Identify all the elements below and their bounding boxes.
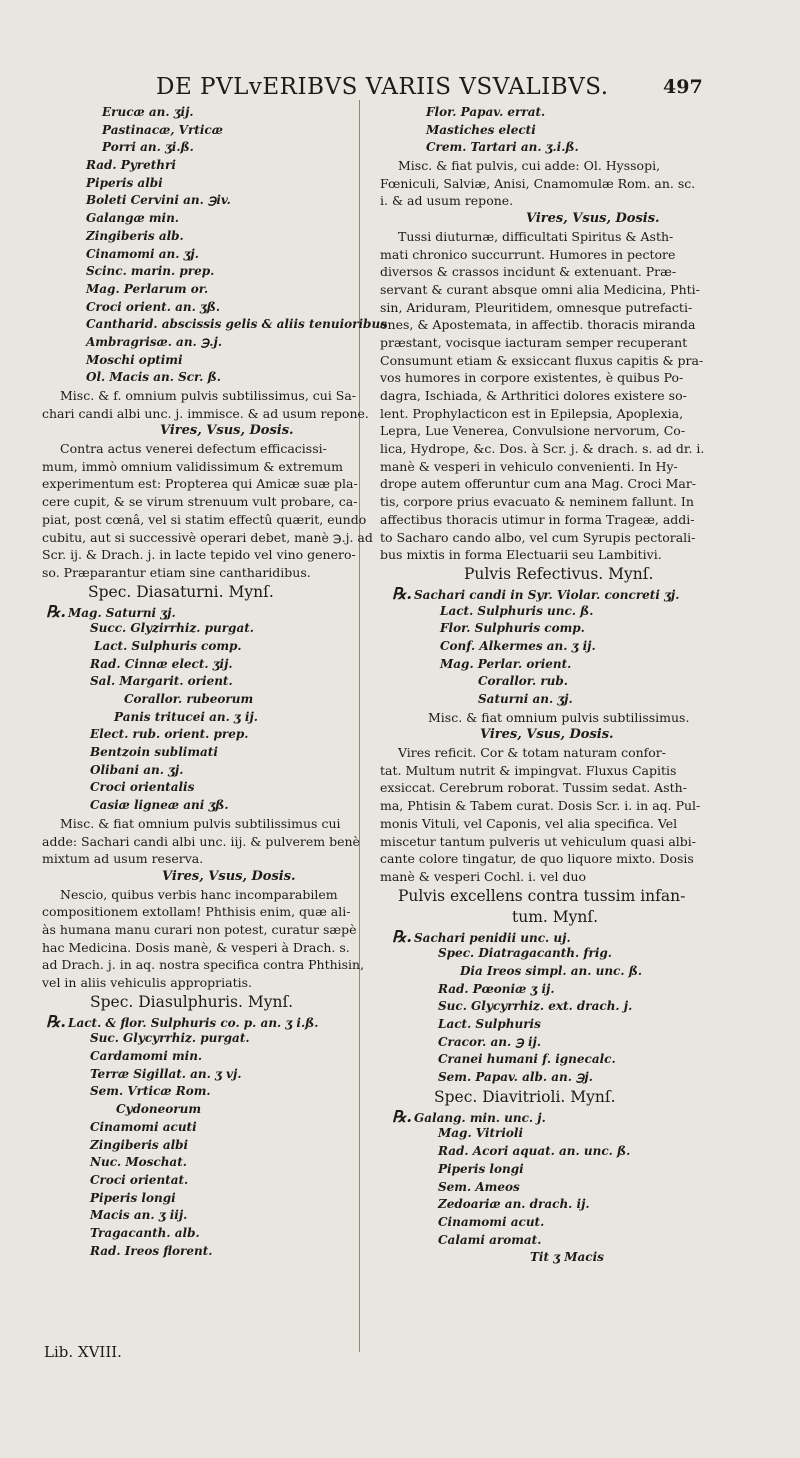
- ingredient-line: [42, 1137, 348, 1155]
- text-line: [380, 175, 772, 193]
- ingredient-line: [380, 1069, 772, 1087]
- line-text: Rad. Ireos florent.: [90, 1243, 213, 1258]
- ingredient-line: [380, 1249, 772, 1267]
- line-text: præstant, vocisque iacturam semper recuperant: [380, 334, 688, 350]
- ingredient-line: [380, 1179, 772, 1197]
- text-line: [380, 868, 772, 886]
- text-line: [380, 263, 772, 281]
- text-line: [380, 422, 772, 440]
- line-text: exsiccat. Cerebrum roborat. Tussim sedat. Asth-: [380, 780, 687, 796]
- page-number: 497: [663, 76, 703, 98]
- subheading: [380, 210, 772, 228]
- line-text: lent. Prophylacticon est in Epilepsia, Apoplexia,: [380, 405, 684, 421]
- line-text: Cinamomi acuti: [90, 1119, 197, 1134]
- ingredient-line: [380, 585, 772, 603]
- line-text: servant & curant absque omni alia Medicina, Phti-: [380, 281, 700, 297]
- line-text: Macis an. ʒ iij.: [90, 1208, 188, 1223]
- line-text: Zingiberis albi: [90, 1137, 189, 1152]
- line-text: Sem. Ameos: [438, 1179, 520, 1194]
- text-line: [42, 939, 348, 957]
- ingredient-line: [380, 1034, 772, 1052]
- text-line: [42, 387, 357, 405]
- ingredient-line: [42, 1172, 348, 1190]
- text-line: [42, 886, 348, 904]
- line-text: Mag. Perlar. orient.: [440, 656, 572, 671]
- line-text: Cinamomi acut.: [438, 1214, 545, 1229]
- ingredient-line: [42, 1048, 348, 1066]
- section-heading: [380, 886, 772, 907]
- ingredient-line: [42, 744, 348, 762]
- line-text: Zedoariæ an. drach. ij.: [438, 1197, 590, 1212]
- line-text: vos humores in corpore existentes, è quibus Po-: [380, 370, 684, 386]
- line-text: diversos & crassos incidunt & extenuant. Præ-: [380, 264, 677, 280]
- text-line: [42, 529, 373, 547]
- ingredient-line: [42, 1225, 348, 1243]
- ingredient-line: [42, 299, 348, 317]
- left-column: [42, 104, 387, 1260]
- line-text: Calami aromat.: [438, 1232, 542, 1247]
- line-text: Scr. ij. & Drach. j. in lacte tepido vel vino genero-: [42, 547, 356, 563]
- text-line: [380, 316, 772, 334]
- line-text: Vires, Vsus, Dosis.: [526, 211, 660, 227]
- ingredient-line: [380, 1214, 772, 1232]
- ingredient-line: [42, 369, 348, 387]
- line-text: Moschi optimi: [86, 352, 183, 367]
- text-line: [42, 921, 357, 939]
- ingredient-line: [42, 1243, 348, 1261]
- line-text: manè & vesperi Cochl. i. vel duo: [380, 868, 587, 884]
- text-line: [42, 440, 348, 458]
- ingredient-line: [42, 122, 348, 140]
- ingredient-line: [380, 122, 772, 140]
- subheading: [380, 726, 772, 744]
- line-text: Piperis longi: [438, 1161, 524, 1176]
- text-line: [42, 903, 351, 921]
- line-text: Porri an. ʒi.ß.: [102, 140, 194, 155]
- section-heading: [380, 1087, 772, 1108]
- recipe-symbol: ℞.: [46, 601, 66, 621]
- line-text: Ambragrisæ. an. ℈.j.: [86, 334, 222, 349]
- text-line: [42, 564, 348, 582]
- text-line: [42, 956, 365, 974]
- line-text: Rad. Pœoniæ ʒ ij.: [438, 981, 555, 996]
- line-text: Lact. & flor. Sulphuris co. p. an. ʒ i.ß.: [68, 1015, 319, 1030]
- ingredient-line: [42, 175, 348, 193]
- line-text: ad Drach. j. in aq. nostra specifica contra Phthisin,: [42, 957, 365, 973]
- line-text: Spec. Diatragacanth. frig.: [438, 946, 612, 961]
- ingredient-line: [42, 691, 348, 709]
- line-text: Sal. Margarit. orient.: [90, 674, 233, 689]
- text-line: [380, 281, 772, 299]
- line-text: compositionem extollam! Phthisis enim, quæ ali-: [42, 904, 351, 920]
- line-text: Mag. Perlarum or.: [86, 281, 209, 296]
- line-text: Piperis albi: [86, 175, 163, 190]
- ingredient-line: [42, 762, 348, 780]
- line-text: Pulvis excellens contra tussim infan-: [398, 886, 686, 905]
- text-line: [380, 546, 772, 564]
- line-text: Corallor. rub.: [478, 674, 568, 689]
- line-text: ma, Phtisin & Tabem curat. Dosis Scr. i. in aq. Pul-: [380, 798, 701, 814]
- text-line: [380, 369, 772, 387]
- line-text: Panis tritucei an. ʒ ij.: [114, 709, 258, 724]
- text-line: [42, 405, 369, 423]
- line-text: mum, immò omnium validissimum & extremum: [42, 458, 343, 474]
- line-text: Lact. Sulphuris unc. ß.: [440, 603, 594, 618]
- line-text: Lact. Sulphuris: [438, 1017, 541, 1031]
- text-line: [42, 833, 360, 851]
- line-text: Tussi diuturnæ, difficultati Spiritus & Asth-: [398, 228, 674, 244]
- line-text: Saturni an. ʒj.: [478, 692, 573, 706]
- line-text: Flor. Sulphuris comp.: [440, 621, 585, 636]
- line-text: tum. Mynſ.: [512, 907, 599, 926]
- ingredient-line: [380, 1125, 772, 1143]
- catchword: Lib. XVIII.: [44, 1343, 122, 1361]
- line-text: vel in aliis vehiculis appropriatis.: [42, 975, 253, 990]
- line-text: cubitu, aut si successivè operari debet, manè ℈.j. ad: [42, 529, 373, 545]
- line-text: Lact. Sulphuris comp.: [94, 638, 242, 653]
- text-line: [380, 779, 772, 797]
- line-text: so. Præparantur etiam sine cantharidibus.: [42, 564, 311, 580]
- ingredient-line: [42, 620, 348, 638]
- line-text: Boleti Cervini an. ℈iv.: [86, 193, 231, 208]
- line-text: Misc. & fiat pulvis, cui adde: Ol. Hyssopi,: [398, 158, 661, 174]
- section-heading: [380, 564, 772, 585]
- ingredient-line: [380, 620, 772, 638]
- text-line: [42, 850, 348, 868]
- line-text: hac Medicina. Dosis manè, & vesperi à Drach. s.: [42, 939, 350, 955]
- section-heading: [380, 907, 772, 928]
- text-line: [380, 405, 772, 423]
- recipe-symbol: ℞.: [392, 583, 412, 603]
- line-text: Vires, Vsus, Dosis.: [480, 727, 614, 743]
- ingredient-line: [380, 1051, 772, 1069]
- line-text: i. & ad usum repone.: [380, 193, 514, 209]
- subheading: [42, 422, 348, 440]
- line-text: Piperis longi: [90, 1190, 176, 1205]
- line-text: Mastiches electi: [426, 122, 536, 137]
- line-text: Nuc. Moschat.: [90, 1155, 187, 1170]
- line-text: Vires reficit. Cor & totam naturam confor-: [398, 745, 666, 761]
- ingredient-line: [42, 1190, 348, 1208]
- line-text: Sachari candi in Syr. Violar. concreti ʒj.: [414, 587, 680, 602]
- column-divider: [359, 100, 360, 1352]
- line-text: Scinc. marin. prep.: [86, 264, 215, 279]
- line-text: cante colore tingatur, de quo liquore mixto. Dosis: [380, 851, 694, 867]
- line-text: Spec. Diavitrioli. Mynſ.: [434, 1087, 616, 1106]
- line-text: Suc. Glycyrrhiz. ext. drach. j.: [438, 999, 633, 1014]
- ingredient-line: [380, 139, 772, 157]
- text-line: [380, 387, 772, 405]
- text-line: [380, 744, 772, 762]
- recipe-symbol: ℞.: [46, 1011, 66, 1031]
- running-head: DE PVLvERIBVS VARIIS VSVALIBVS.: [156, 74, 609, 100]
- line-text: Contra actus venerei defectum efficacissi-: [60, 441, 327, 457]
- line-text: affectibus thoracis utimur in forma Trageæ, addi-: [380, 511, 695, 527]
- line-text: Nescio, quibus verbis hanc incomparabilem: [60, 886, 338, 902]
- ingredient-line: [42, 797, 348, 815]
- line-text: monis Vituli, vel Caponis, vel alia specifica. Vel: [380, 815, 678, 831]
- line-text: Elect. rub. orient. prep.: [90, 727, 249, 742]
- section-heading: [42, 582, 348, 603]
- line-text: às humana manu curari non potest, curatur sæpè: [42, 921, 357, 937]
- line-text: dagra, Ischiada, & Arthritici dolores existere so-: [380, 388, 687, 403]
- recipe-symbol: ℞.: [392, 926, 412, 946]
- line-text: Tragacanth. alb.: [90, 1225, 200, 1240]
- ingredient-line: [42, 709, 348, 727]
- text-line: [380, 833, 772, 851]
- ingredient-line: [42, 228, 348, 246]
- subheading: [42, 868, 348, 886]
- ingredient-line: [42, 1101, 348, 1119]
- text-line: [380, 493, 772, 511]
- line-text: Ol. Macis an. Scr. ß.: [86, 370, 221, 385]
- line-text: cere cupit, & se virum strenuum vult probare, ca-: [42, 494, 358, 510]
- text-line: [42, 475, 358, 493]
- ingredient-line: [42, 263, 348, 281]
- line-text: tis, corpore prius evacuato & neminem fallunt. In: [380, 494, 694, 510]
- line-text: Succ. Glyzirrhiz. purgat.: [90, 621, 254, 636]
- line-text: to Sacharo cando albo, vel cum Syrupis pectorali-: [380, 529, 696, 545]
- ingredient-line: [380, 638, 772, 656]
- text-line: [380, 228, 772, 246]
- text-line: [42, 458, 348, 476]
- line-text: Misc. & fiat omnium pulvis subtilissimus.: [428, 709, 690, 725]
- text-line: [42, 546, 356, 564]
- line-text: Flor. Papav. errat.: [426, 105, 546, 119]
- ingredient-line: [42, 281, 348, 299]
- line-text: Rad. Pyrethri: [86, 158, 176, 173]
- ingredient-line: [380, 981, 772, 999]
- line-text: Suc. Glycyrrhiz. purgat.: [90, 1031, 250, 1046]
- line-text: Dia Ireos simpl. an. unc. ß.: [460, 963, 643, 978]
- line-text: Galang. min. unc. j.: [414, 1110, 546, 1125]
- line-text: chari candi albi unc. j. immisce. & ad usum repone.: [42, 405, 369, 421]
- ingredient-line: [380, 963, 772, 981]
- line-text: piat, post cœnâ, vel si statim effectû quærit, eundo: [42, 511, 367, 527]
- section-heading: [42, 992, 348, 1013]
- text-line: [380, 475, 772, 493]
- ingredient-line: [380, 928, 772, 946]
- ingredient-line: [42, 779, 348, 797]
- line-text: Croci orientalis: [90, 780, 195, 795]
- ingredient-line: [42, 1066, 348, 1084]
- line-text: Mag. Saturni ʒj.: [68, 605, 176, 620]
- ingredient-line: [42, 603, 348, 621]
- line-text: adde: Sachari candi albi unc. iij. & pulverem benè: [42, 833, 360, 849]
- line-text: Corallor. rubeorum: [124, 692, 254, 706]
- ingredient-line: [42, 673, 348, 691]
- line-text: Fœniculi, Salviæ, Anisi, Cnamomulæ Rom. an. sc.: [380, 175, 696, 191]
- line-text: Spec. Diasaturni. Mynſ.: [88, 582, 274, 601]
- line-text: Conf. Alkermes an. ʒ ij.: [440, 638, 596, 653]
- text-line: [42, 974, 348, 992]
- ingredient-line: [42, 246, 348, 264]
- text-line: [380, 334, 772, 352]
- line-text: Vires, Vsus, Dosis.: [160, 423, 294, 439]
- line-text: Cydoneorum: [116, 1102, 202, 1117]
- text-line: [42, 493, 358, 511]
- ingredient-line: [42, 334, 348, 352]
- line-text: Misc. & fiat omnium pulvis subtilissimus cui: [60, 815, 341, 831]
- ingredient-line: [380, 656, 772, 674]
- line-text: Sem. Papav. alb. an. ℈j.: [438, 1070, 593, 1085]
- line-text: ones, & Apostemata, in affectib. thoracis miranda: [380, 317, 696, 333]
- line-text: Cranei humani f. ignecalc.: [438, 1052, 616, 1067]
- text-line: [380, 815, 772, 833]
- line-text: Pastinacæ, Vrticæ: [102, 122, 223, 137]
- ingredient-line: [380, 1143, 772, 1161]
- ingredient-line: [380, 945, 772, 963]
- line-text: Croci orient. an. ʒß.: [86, 299, 221, 314]
- line-text: Crem. Tartari an. ʒ.i.ß.: [426, 140, 579, 155]
- ingredient-line: [380, 1161, 772, 1179]
- line-text: Olibani an. ʒj.: [90, 762, 184, 777]
- text-line: [42, 511, 367, 529]
- ingredient-line: [42, 656, 348, 674]
- line-text: Sachari penidii unc. uj.: [414, 930, 571, 945]
- text-line: [380, 192, 772, 210]
- ingredient-line: [380, 603, 772, 621]
- line-text: Terræ Sigillat. an. ʒ vj.: [90, 1066, 242, 1081]
- recipe-symbol: ℞.: [392, 1106, 412, 1126]
- line-text: manè & vesperi in vehiculo convenienti. In Hy-: [380, 458, 678, 474]
- ingredient-line: [42, 192, 348, 210]
- line-text: Consumunt etiam & exsiccant fluxus capitis & pra-: [380, 352, 704, 368]
- line-text: tat. Multum nutrit & impingvat. Fluxus Capitis: [380, 762, 677, 778]
- ingredient-line: [380, 1016, 772, 1034]
- line-text: Galangæ min.: [86, 211, 179, 226]
- line-text: Erucæ an. ʒij.: [102, 105, 194, 119]
- text-line: [380, 352, 772, 370]
- ingredient-line: [42, 1119, 348, 1137]
- text-line: [380, 458, 772, 476]
- line-text: Cardamomi min.: [90, 1049, 203, 1064]
- ingredient-line: [380, 1196, 772, 1214]
- line-text: Cracor. an. ℈ ij.: [438, 1034, 542, 1049]
- ingredient-line: [42, 726, 348, 744]
- ingredient-line: [380, 673, 772, 691]
- line-text: Pulvis Refectivus. Mynſ.: [464, 564, 654, 583]
- ingredient-line: [380, 691, 772, 709]
- text-line: [380, 797, 772, 815]
- line-text: Casiæ ligneæ ani ʒß.: [90, 798, 229, 813]
- ingredient-line: [42, 210, 348, 228]
- line-text: drope autem offeruntur cum ana Mag. Croci Mar-: [380, 476, 697, 492]
- text-line: [380, 440, 772, 458]
- ingredient-line: [42, 1207, 348, 1225]
- line-text: bus mixtis in forma Electuarii seu Lambitivi.: [380, 547, 662, 563]
- line-text: Mag. Vitrioli: [438, 1126, 524, 1141]
- ingredient-line: [380, 998, 772, 1016]
- page-header: [0, 74, 800, 98]
- ingredient-line: [42, 1013, 348, 1031]
- ingredient-line: [380, 1232, 772, 1250]
- ingredient-line: [42, 1030, 348, 1048]
- ingredient-line: [42, 139, 348, 157]
- line-text: mati chronico succurrunt. Humores in pectore: [380, 246, 676, 262]
- ingredient-line: [42, 157, 348, 175]
- ingredient-line: [42, 1154, 348, 1172]
- text-line: [380, 299, 772, 317]
- line-text: Vires, Vsus, Dosis.: [162, 868, 296, 884]
- text-line: [380, 511, 772, 529]
- line-text: Sem. Vrticæ Rom.: [90, 1084, 211, 1099]
- ingredient-line: [42, 352, 348, 370]
- line-text: Tit ʒ Macis: [530, 1250, 604, 1265]
- text-line: [380, 157, 772, 175]
- ingredient-line: [380, 104, 772, 122]
- line-text: Bentzoin sublimati: [90, 745, 218, 760]
- ingredient-line: [42, 104, 348, 122]
- line-text: Croci orientat.: [90, 1172, 189, 1187]
- line-text: Cantharid. abscissis gelis & aliis tenuioribus: [86, 317, 387, 332]
- line-text: Misc. & f. omnium pulvis subtilissimus, cui Sa-: [60, 388, 357, 403]
- line-text: mixtum ad usum reserva.: [42, 851, 204, 867]
- ingredient-line: [42, 316, 387, 334]
- line-text: Rad. Cinnæ elect. ʒij.: [90, 656, 233, 671]
- ingredient-line: [42, 1083, 348, 1101]
- text-line: [42, 815, 348, 833]
- text-line: [380, 762, 772, 780]
- ingredient-line: [42, 638, 348, 656]
- ingredient-line: [380, 1108, 772, 1126]
- text-line: [380, 529, 772, 547]
- text-line: [380, 709, 772, 727]
- line-text: Zingiberis alb.: [86, 228, 184, 243]
- line-text: miscetur tantum pulveris ut vehiculum quasi albi-: [380, 833, 697, 849]
- text-line: [380, 850, 772, 868]
- line-text: sin, Ariduram, Pleuritidem, omnesque putrefacti-: [380, 299, 693, 315]
- right-column: [380, 104, 772, 1267]
- line-text: Lepra, Lue Venerea, Convulsione nervorum, Co-: [380, 423, 686, 439]
- line-text: Cinamomi an. ʒj.: [86, 246, 199, 261]
- line-text: Spec. Diasulphuris. Mynſ.: [90, 992, 294, 1011]
- line-text: experimentum est: Propterea qui Amicæ suæ pla-: [42, 476, 358, 492]
- line-text: lica, Hydrope, &c. Dos. à Scr. j. & drach. s. ad dr. i.: [380, 441, 705, 457]
- text-line: [380, 246, 772, 264]
- line-text: Rad. Acori aquat. an. unc. ß.: [438, 1144, 631, 1159]
